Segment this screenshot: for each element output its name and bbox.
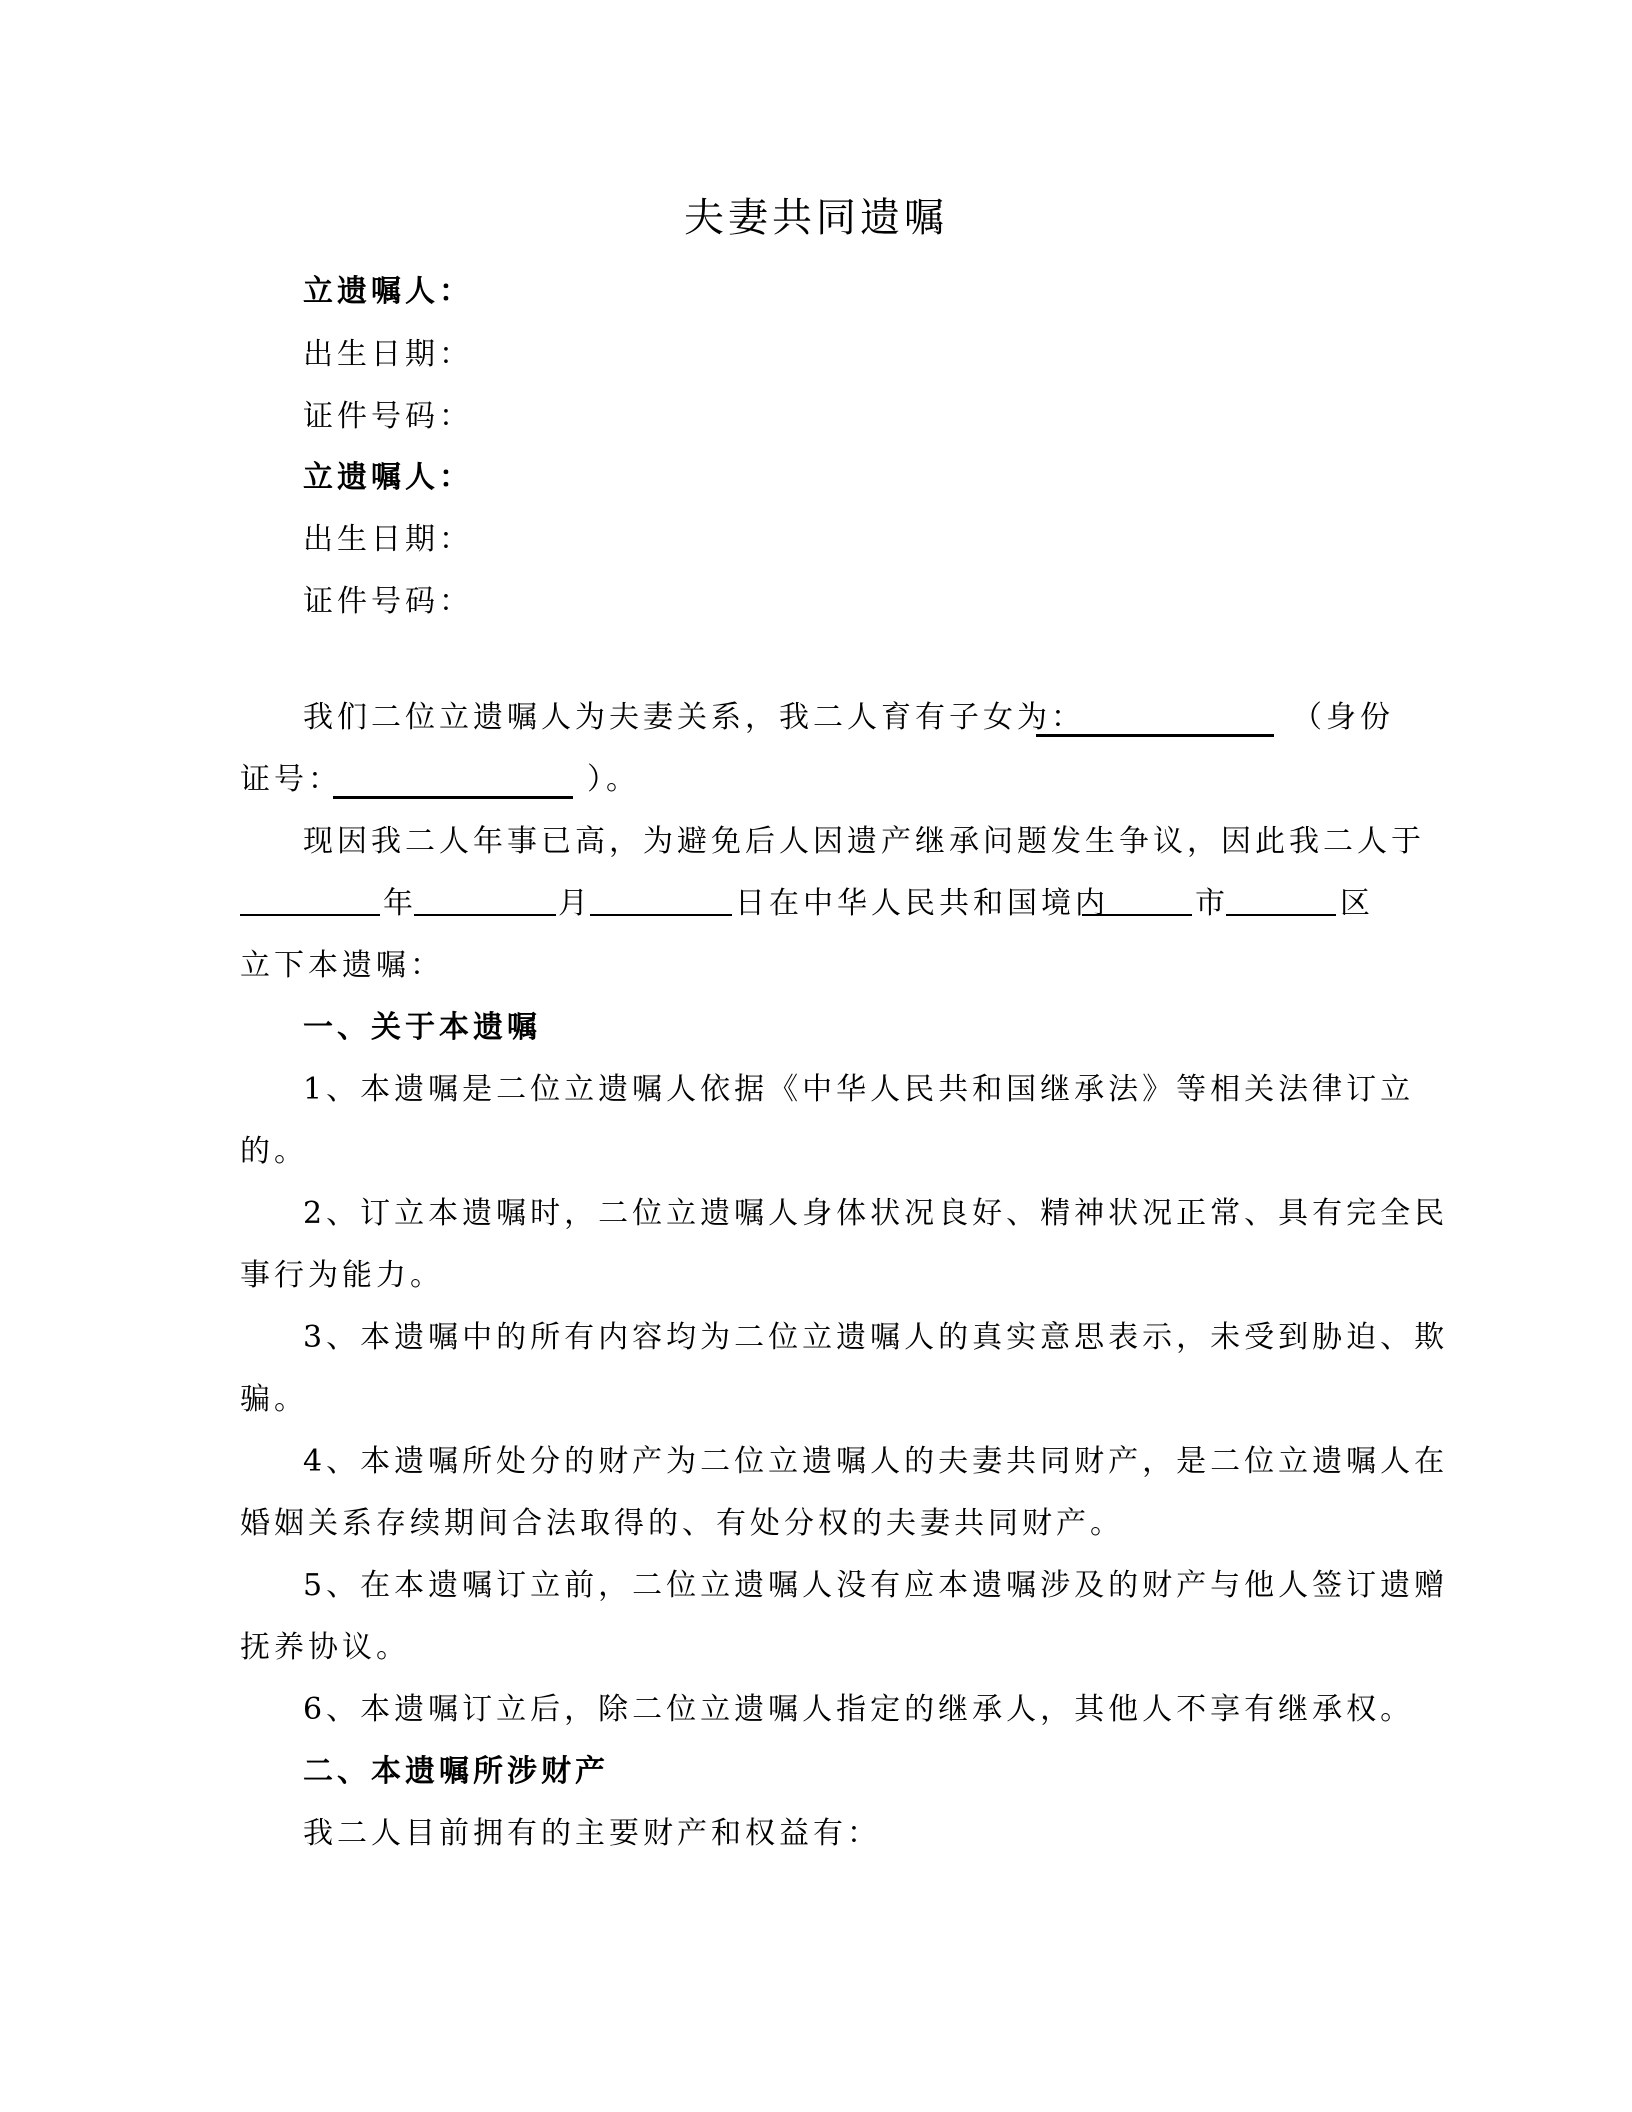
item1-line1: 1、本遗嘱是二位立遗嘱人依据《中华人民共和国继承法》等相关法律订立 — [303, 1072, 1415, 1107]
document-title: 夫妻共同遗嘱 — [684, 195, 948, 241]
item4-line2: 婚姻关系存续期间合法取得的、有处分权的夫妻共同财产。 — [240, 1506, 1124, 1541]
item5-line2: 抚养协议。 — [240, 1630, 410, 1665]
item3-line1: 3、本遗嘱中的所有内容均为二位立遗嘱人的真实意思表示，未受到胁迫、欺 — [303, 1320, 1449, 1355]
intro-reason: 现因我二人年事已高，为避免后人因遗产继承问题发生争议，因此我二人于 — [303, 824, 1425, 859]
month-label: 月 — [558, 886, 592, 921]
children-name-blank — [1036, 704, 1274, 737]
year-blank — [240, 884, 380, 916]
city-blank — [1082, 884, 1192, 916]
item3-line2: 骗。 — [240, 1382, 308, 1417]
city-label: 市 — [1195, 886, 1229, 921]
intro-establish: 立下本遗嘱： — [240, 948, 444, 983]
district-label: 区 — [1340, 886, 1374, 921]
month-blank — [414, 884, 556, 916]
intro-line-1 — [303, 698, 1085, 738]
item2-line2: 事行为能力。 — [240, 1258, 444, 1293]
testator2-birth-label: 出生日期： — [303, 522, 473, 557]
section1-heading: 一、关于本遗嘱 — [303, 1010, 541, 1045]
item6-line1: 6、本遗嘱订立后，除二位立遗嘱人指定的继承人，其他人不享有继承权。 — [303, 1692, 1415, 1727]
testator1-birth-label: 出生日期： — [303, 337, 473, 372]
testator1-id-label: 证件号码： — [303, 399, 473, 434]
section2-line1: 我二人目前拥有的主要财产和权益有： — [303, 1816, 881, 1851]
item5-line1: 5、在本遗嘱订立前，二位立遗嘱人没有应本遗嘱涉及的财产与他人签订遗赠 — [303, 1568, 1449, 1603]
section2-heading: 二、本遗嘱所涉财产 — [303, 1754, 609, 1789]
district-blank — [1226, 884, 1336, 916]
day-place-label: 日在中华人民共和国境内 — [735, 886, 1109, 921]
testator2-id-label: 证件号码： — [303, 584, 473, 619]
testator2-name-label: 立遗嘱人： — [303, 460, 473, 495]
year-label: 年 — [383, 886, 417, 921]
item1-line2: 的。 — [240, 1134, 308, 1169]
item2-line1: 2、订立本遗嘱时，二位立遗嘱人身体状况良好、精神状况正常、具有完全民 — [303, 1196, 1449, 1231]
intro-id-prefix: 证号： — [240, 762, 342, 797]
intro-id-open: （身份 — [1292, 700, 1394, 735]
day-blank — [590, 884, 732, 916]
testator1-name-label: 立遗嘱人： — [303, 274, 473, 309]
intro-id-close: ）。 — [587, 762, 640, 797]
children-id-blank — [333, 766, 573, 799]
intro-children-text: 我们二位立遗嘱人为夫妻关系，我二人育有子女为： — [303, 700, 1085, 735]
item4-line1: 4、本遗嘱所处分的财产为二位立遗嘱人的夫妻共同财产，是二位立遗嘱人在 — [303, 1444, 1449, 1479]
